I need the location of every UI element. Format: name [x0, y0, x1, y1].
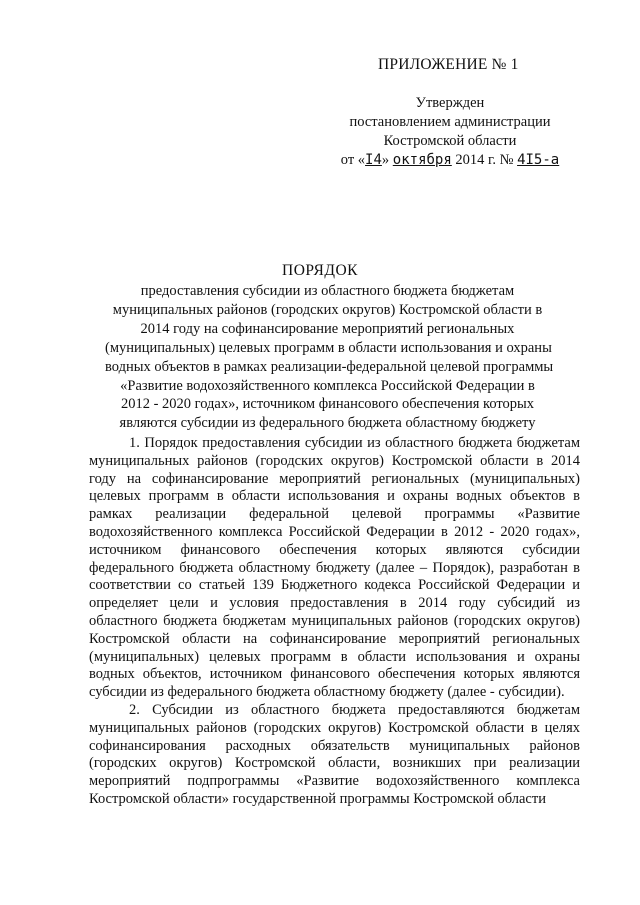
subtitle-line: 2014 году на софинансирование мероприятий региональных: [140, 320, 515, 337]
paragraph-1: 1. Порядок предоставления субсидии из областного бюджета бюджетам муниципальных районов (городских округов) Костромской области в 2014 году на софинансирование мероприятий региональных (муниципальных) целевых программ в области использования и охраны водных объектов в рамках реализации федеральной целевой программы «Развитие водохозяйственного комплекса Российской Федерации в 2012 - 2020 годах», источником финансового обеспечения которых являются субсидии федерального бюджета областному бюджету (далее – Порядок), разработан в соответствии со статьей 139 Бюджетного кодекса Российской Федерации и определяет цели и условия предоставления в 2014 году субсидий из областного бюджета бюджетам муниципальных районов (городских округов) Костромской области на софинансирование мероприятий региональных (муниципальных) целевых программ в области использования и охраны водных объектов, источником финансового обеспечения которых являются субсидии из федерального бюджета областному бюджету (далее - субсидии).: [89, 435, 580, 701]
document-subtitle: [105, 282, 554, 433]
approval-line-3: Костромской области: [383, 133, 517, 149]
subtitle-line: предоставления субсидии из областного бюджета бюджетам: [140, 283, 515, 299]
approval-line-1: Утвержден: [415, 95, 485, 111]
date-day: I4: [365, 152, 382, 168]
subtitle-line: 2012 - 2020 годах», источником финансового обеспечения которых: [120, 396, 535, 413]
subtitle-line: водных объектов в рамках реализации-федеральной целевой программы: [105, 358, 554, 375]
subtitle-line: являются субсидии из федерального бюджета областному бюджету: [119, 415, 536, 432]
date-month: октября: [392, 152, 452, 168]
approval-date-line: [300, 151, 600, 170]
approval-block: [300, 94, 600, 170]
paragraph-2: 2. Субсидии из областного бюджета предоставляются бюджетам муниципальных районов (городских округов) Костромской области в целях софинансирования расходных обязательств муниципальных районов (городских округов) Костромской области, возникших при реализации мероприятий подпрограммы «Развитие водохозяйственного комплекса Костромской области» государственной программы Костромской области: [89, 701, 580, 807]
decree-number: 4I5-а: [517, 152, 560, 168]
date-mid: »: [381, 152, 393, 168]
subtitle-line: (муниципальных) целевых программ в области использования и охраны: [105, 339, 552, 356]
document-body: [89, 435, 580, 809]
date-suffix: 2014 г. №: [451, 152, 518, 168]
appendix-label: ПРИЛОЖЕНИЕ № 1: [378, 56, 519, 73]
subtitle-line: муниципальных районов (городских округов) Костромской области в: [112, 301, 543, 318]
subtitle-line: «Развитие водохозяйственного комплекса Российской Федерации в: [120, 377, 535, 394]
document-title: ПОРЯДОК: [282, 262, 358, 279]
approval-line-2: постановлением администрации: [349, 114, 551, 130]
date-prefix: от «: [340, 152, 366, 168]
